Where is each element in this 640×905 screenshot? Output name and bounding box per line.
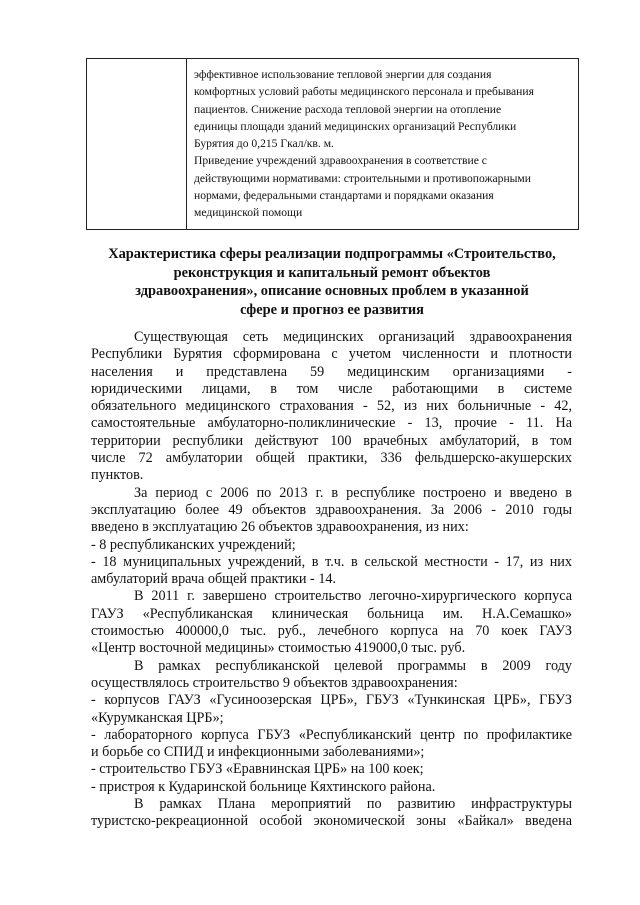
table-line: пациентов. Снижение расхода тепловой энергии на отопление: [194, 102, 502, 116]
section-body: [91, 329, 572, 831]
body-line: ГАУЗ «Республиканская клиническая больница им. Н.А.Семашко»: [91, 605, 572, 622]
body-line: В 2011 г. завершено строительство легочно-хирургического корпуса: [134, 588, 572, 605]
body-line: - лабораторного корпуса ГБУЗ «Республиканский центр по профилактике: [91, 726, 572, 743]
section-heading: [88, 245, 576, 320]
body-line: - 18 муниципальных учреждений, в т.ч. в сельской местности - 17, из них: [91, 553, 572, 570]
table-text-cell: [187, 59, 578, 229]
body-line: введено в эксплуатацию 26 объектов здравоохранения, из них:: [91, 519, 469, 536]
body-line: территории республики действуют 100 врачебных амбулаторий, в том: [91, 432, 572, 449]
table-line: Приведение учреждений здравоохранения в соответствие с: [194, 154, 487, 168]
heading-line: сфере и прогноз ее развития: [240, 302, 424, 319]
body-line: и борьбе со СПИД и инфекционными заболеваниями»;: [91, 744, 425, 761]
body-line: «Центр восточной медицины» стоимостью 419000,0 тыс. руб.: [91, 640, 466, 657]
body-line: амбулаторий врача общей практики - 14.: [91, 571, 337, 588]
body-line: осуществлялось строительство 9 объектов здравоохранения:: [91, 674, 458, 691]
table-fragment: [86, 58, 579, 230]
body-line: эксплуатацию более 49 объектов здравоохранения. За 2006 - 2010 годы: [91, 501, 572, 518]
heading-line: Характеристика сферы реализации подпрограммы «Строительство,: [108, 246, 556, 262]
body-line: - пристроя к Кударинской больнице Кяхтинского района.: [91, 778, 436, 795]
table-line: нормами, федеральными стандартами и порядками оказания: [194, 189, 494, 203]
body-line: юридическими лицами, в том числе работающими в системе: [91, 380, 572, 397]
body-line: В рамках республиканской целевой программы в 2009 году: [134, 657, 572, 674]
body-line: стоимостью 400000,0 тыс. руб., лечебного корпуса на 70 коек ГАУЗ: [91, 623, 572, 640]
table-line: единицы площади зданий медицинских организаций Республики: [194, 119, 517, 133]
body-line: пунктов.: [91, 467, 144, 484]
table-line: Бурятия до 0,215 Гкал/кв. м.: [194, 137, 334, 151]
body-line: - 8 республиканских учреждений;: [91, 536, 296, 553]
body-line: Республики Бурятия сформирована с учетом численности и плотности: [91, 346, 572, 363]
body-line: самостоятельные амбулаторно-поликлинические - 13, прочие - 11. На: [91, 415, 572, 432]
body-line: числе 72 амбулатории общей практики, 336 фельдшерско-акушерских: [91, 450, 572, 467]
table-empty-cell: [87, 59, 187, 229]
table-line: комфортных условий работы медицинского персонала и пребывания: [194, 85, 534, 99]
body-line: обязательного медицинского страхования - 52, из них больничные - 42,: [91, 398, 572, 415]
body-line: «Курумканская ЦРБ»;: [91, 709, 224, 726]
body-line: населения и представлена 59 медицинским организациями -: [91, 363, 572, 380]
table-line: действующими нормативами: строительными и противопожарными: [194, 171, 531, 185]
heading-line: реконструкция и капитальный ремонт объектов: [173, 264, 491, 281]
body-line: - строительство ГБУЗ «Еравнинская ЦРБ» на 100 коек;: [91, 761, 424, 778]
body-line: За период с 2006 по 2013 г. в республике построено и введено в: [134, 484, 572, 501]
body-line: Существующая сеть медицинских организаций здравоохранения: [134, 329, 572, 345]
body-line: - корпусов ГАУЗ «Гусиноозерская ЦРБ», ГБУЗ «Тункинская ЦРБ», ГБУЗ: [91, 692, 572, 709]
body-line: туристско-рекреационной особой экономической зоны «Байкал» введена: [91, 813, 572, 830]
table-line: эффективное использование тепловой энергии для создания: [194, 68, 492, 81]
table-line: медицинской помощи: [194, 206, 303, 220]
body-line: В рамках Плана мероприятий по развитию инфраструктуры: [134, 796, 572, 813]
heading-line: здравоохранения», описание основных проблем в указанной: [135, 283, 529, 300]
